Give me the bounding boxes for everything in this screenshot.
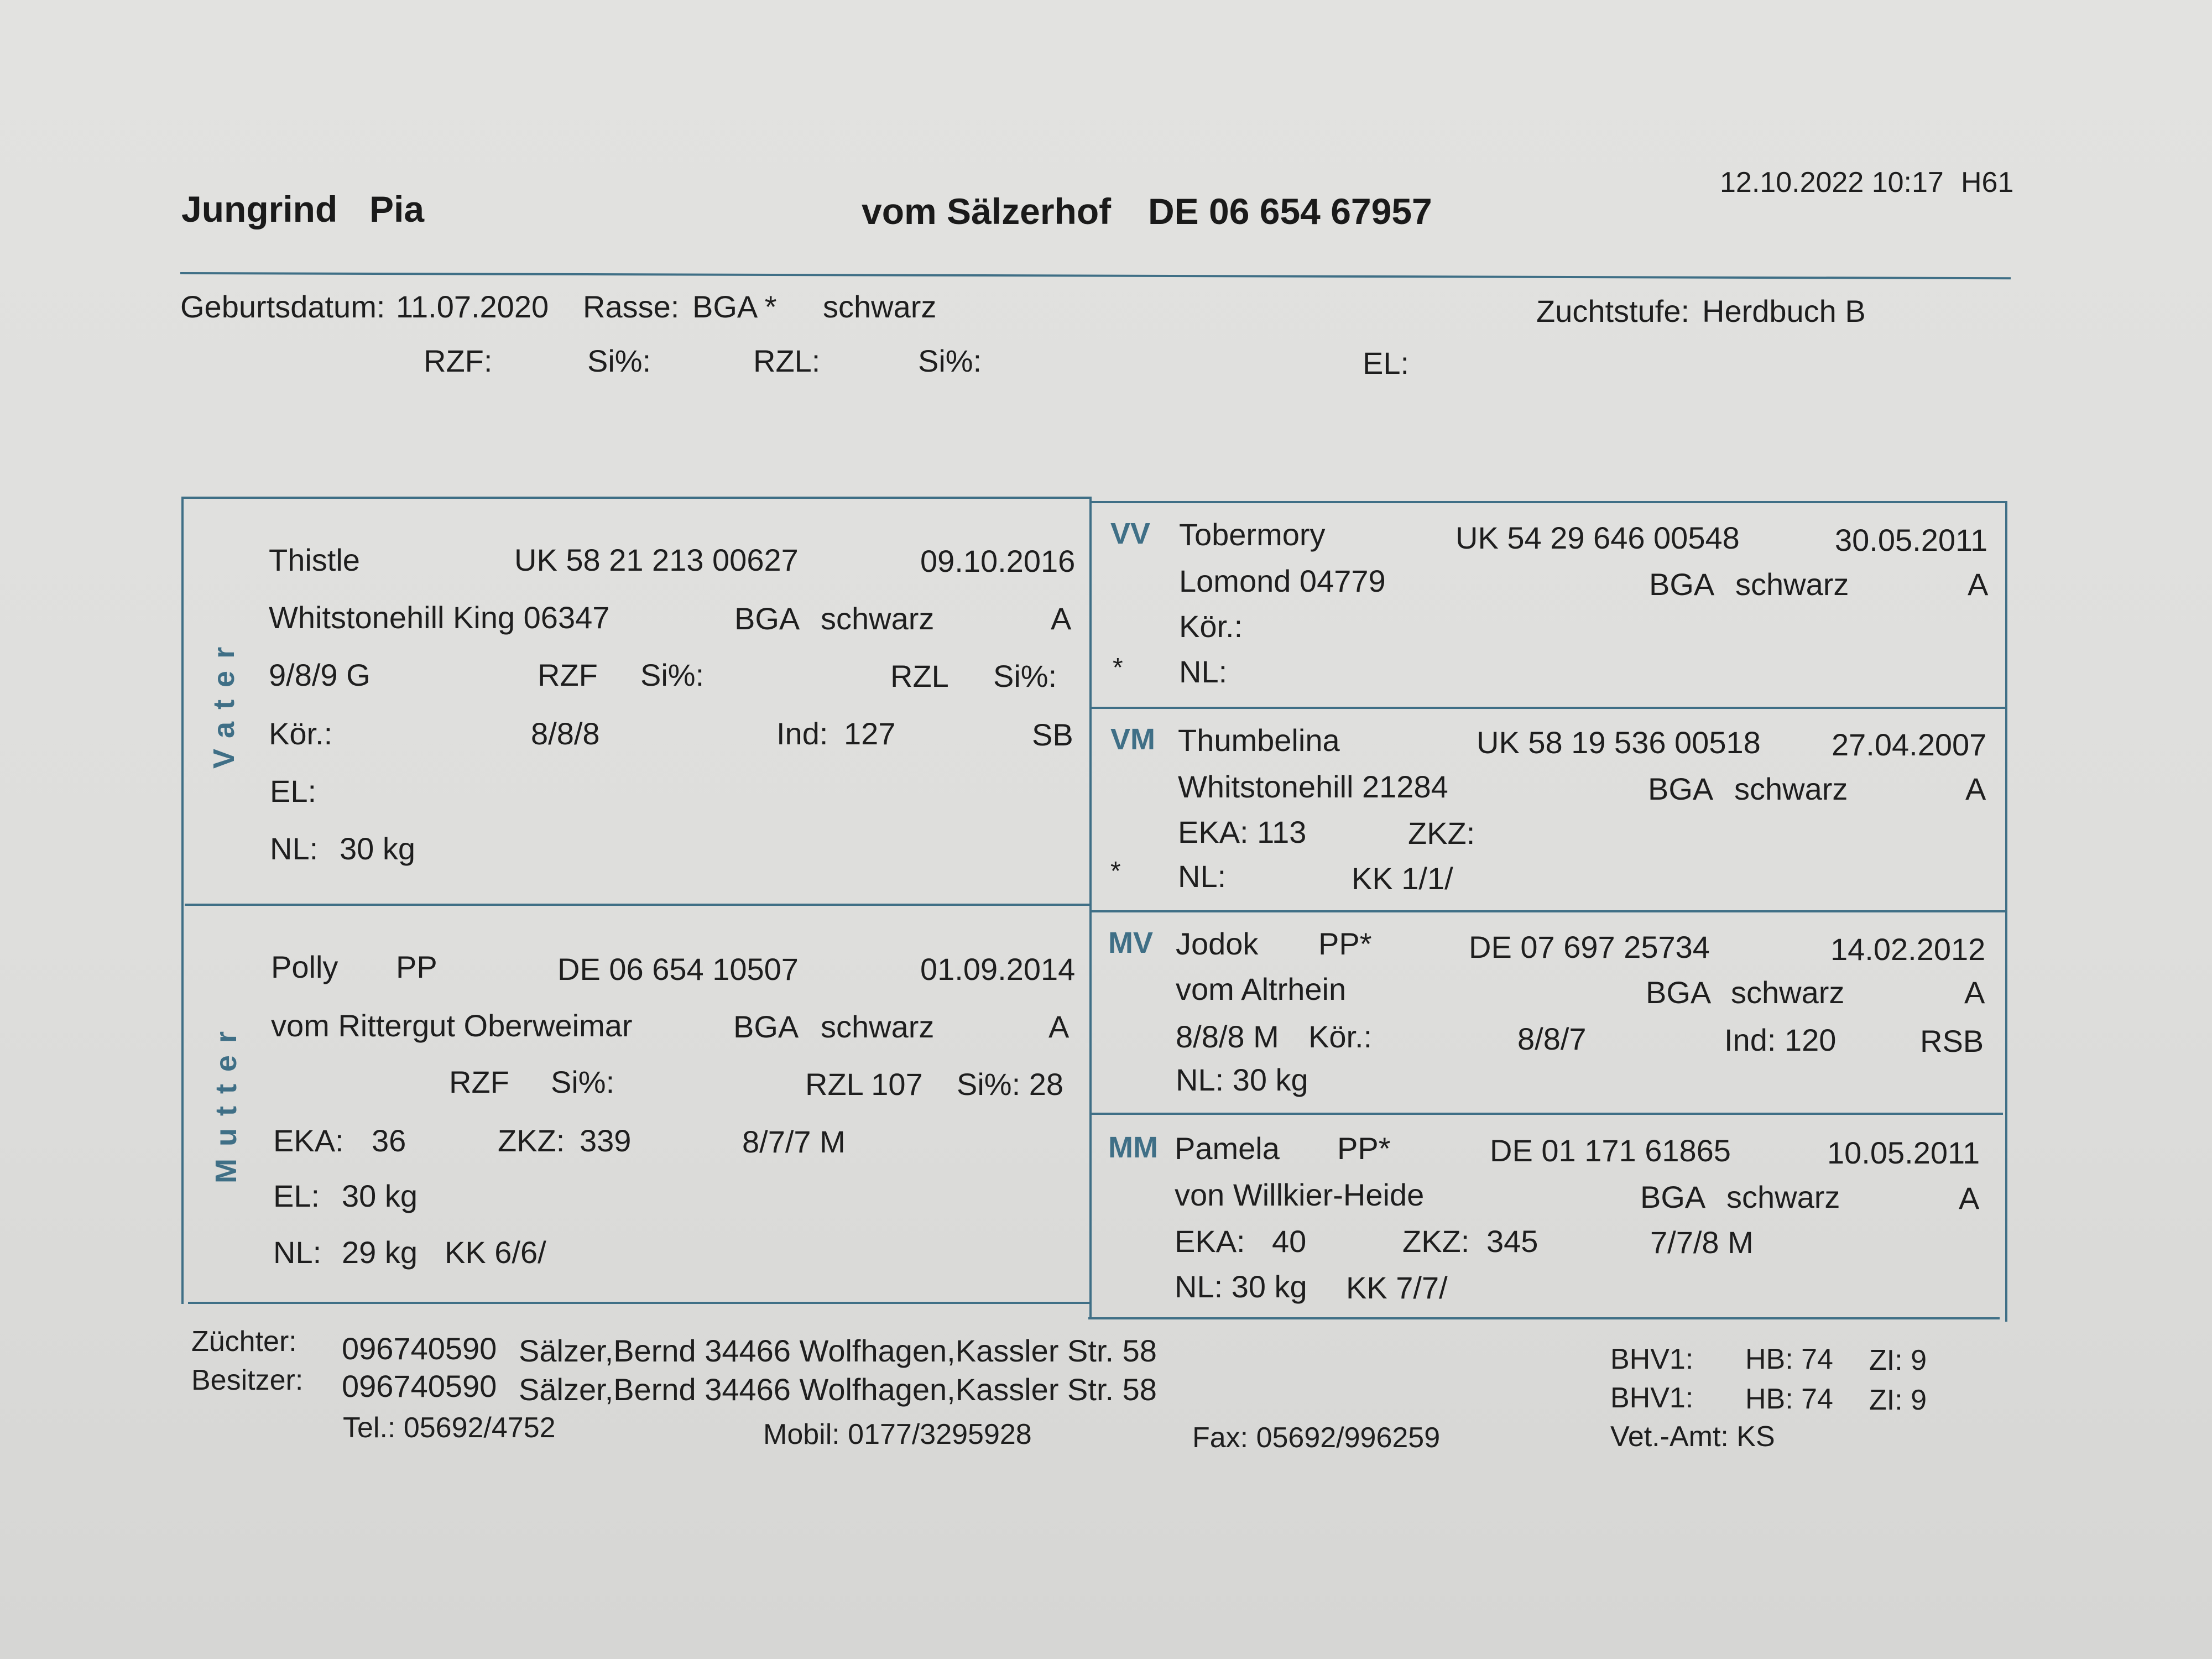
vater-nl: 30 kg — [340, 831, 415, 866]
vm-grade: A — [1965, 771, 1986, 806]
vv-breed: BGA — [1649, 567, 1715, 602]
vv-line2: Lomond 04779 — [1179, 564, 1386, 598]
mutter-name: Polly — [271, 950, 338, 984]
mobile: Mobil: 0177/3295928 — [763, 1418, 1032, 1451]
animal-name: Pia — [369, 189, 425, 229]
mv-line2: vom Altrhein — [1176, 972, 1347, 1006]
frame-bottom-left — [188, 1302, 1091, 1304]
bhv1-zi-1: ZI: 9 — [1869, 1344, 1927, 1376]
vater-nl-label: NL: — [270, 831, 319, 866]
vm-kk: KK 1/1/ — [1352, 861, 1453, 896]
vet-office: Vet.-Amt: KS — [1610, 1421, 1775, 1453]
mutter-rzl: RZL 107 — [805, 1067, 923, 1102]
bhv1-hb-1: HB: 74 — [1745, 1343, 1833, 1375]
breeder-number: 096740590 — [342, 1331, 497, 1366]
fax: Fax: 05692/996259 — [1192, 1422, 1441, 1454]
mv-pp: PP* — [1318, 926, 1372, 961]
mv-code: MV — [1108, 926, 1153, 959]
mm-grade: A — [1959, 1181, 1980, 1215]
vm-id: UK 58 19 536 00518 — [1477, 725, 1761, 760]
si2-label: Si%: — [918, 343, 982, 378]
mutter-zkz-label: ZKZ: — [498, 1123, 565, 1158]
herd-name: vom Sälzerhof — [862, 191, 1112, 232]
vater-color: schwarz — [821, 601, 935, 636]
mutter-pp: PP — [396, 950, 437, 984]
vater-rzl: RZL — [890, 659, 949, 693]
animal-type: Jungrind — [181, 189, 338, 229]
mutter-rzf: RZF — [449, 1065, 509, 1099]
vv-id: UK 54 29 646 00548 — [1455, 520, 1740, 555]
rzf-label: RZF: — [424, 343, 493, 378]
mm-line2: von Willkier-Heide — [1175, 1177, 1425, 1212]
frame-center — [1089, 497, 1092, 1317]
owner-address: Sälzer,Bernd 34466 Wolfhagen,Kassler Str. 58 — [519, 1372, 1157, 1407]
vater-side-label: Vater — [207, 634, 241, 769]
mm-breed: BGA — [1640, 1180, 1706, 1214]
mutter-nl: 29 kg — [342, 1235, 418, 1270]
animal-id: DE 06 654 67957 — [1148, 191, 1432, 232]
vv-grade: A — [1968, 567, 1989, 602]
mm-eka: 40 — [1272, 1224, 1307, 1259]
mm-zkz-label: ZKZ: — [1402, 1224, 1470, 1259]
mutter-score: 8/7/7 M — [742, 1124, 846, 1159]
mutter-el: 30 kg — [342, 1178, 418, 1213]
vm-nl-label: NL: — [1178, 859, 1227, 894]
mutter-zkz: 339 — [580, 1123, 632, 1158]
breeder-address: Sälzer,Bernd 34466 Wolfhagen,Kassler Str. 58 — [519, 1333, 1157, 1368]
mutter-side-label: Mutter — [210, 1019, 243, 1183]
breeder-label: Züchter: — [191, 1326, 297, 1358]
mutter-breed: BGA — [733, 1009, 799, 1044]
mutter-si1: Si%: — [551, 1065, 615, 1099]
vm-color: schwarz — [1734, 771, 1848, 806]
mutter-color: schwarz — [821, 1009, 935, 1044]
mm-eka-label: EKA: — [1175, 1224, 1245, 1259]
vm-zkz: ZKZ: — [1408, 816, 1475, 851]
zuchtstufe-label: Zuchtstufe: — [1536, 294, 1690, 328]
frame-top-right — [1091, 501, 2007, 503]
rzl-label: RZL: — [753, 343, 821, 378]
mutter-el-label: EL: — [273, 1178, 320, 1213]
mv-koer-label: Kör.: — [1308, 1019, 1373, 1054]
print-timestamp: 12.10.2022 10:17 — [1720, 166, 1944, 199]
birthdate-value: 11.07.2020 — [396, 289, 549, 324]
vm-name: Thumbelina — [1178, 723, 1340, 758]
vv-color: schwarz — [1735, 567, 1849, 602]
vater-ind-label: Ind: — [776, 716, 828, 751]
mutter-eka-label: EKA: — [273, 1123, 344, 1158]
vv-star: * — [1113, 653, 1123, 682]
owner-label: Besitzer: — [191, 1364, 304, 1396]
bhv1-zi-2: ZI: 9 — [1869, 1384, 1927, 1416]
vm-eka: EKA: 113 — [1178, 815, 1307, 849]
mv-id: DE 07 697 25734 — [1469, 930, 1710, 964]
mv-ind: Ind: 120 — [1724, 1022, 1837, 1057]
vater-ind: 127 — [844, 716, 896, 751]
mm-code: MM — [1108, 1131, 1158, 1164]
frame-right — [2005, 501, 2007, 1322]
bhv1-label-2: BHV1: — [1610, 1382, 1694, 1414]
el-label: EL: — [1363, 346, 1410, 380]
divider-vm-mv — [1091, 910, 2005, 912]
color-value: schwarz — [823, 289, 937, 324]
sheet-code: H61 — [1961, 166, 2014, 199]
mv-nl: NL: 30 kg — [1176, 1062, 1308, 1097]
mutter-line2: vom Rittergut Oberweimar — [271, 1008, 633, 1043]
mv-rsb: RSB — [1920, 1024, 1984, 1058]
mm-score: 7/7/8 M — [1650, 1225, 1754, 1260]
vm-code: VM — [1110, 723, 1155, 756]
divider-mv-mm — [1091, 1113, 2003, 1115]
mv-breed: BGA — [1646, 975, 1712, 1010]
mv-grade: A — [1964, 975, 1985, 1010]
mv-name: Jodok — [1176, 926, 1259, 961]
vv-koer-label: Kör.: — [1179, 609, 1243, 644]
divider-vv-vm — [1091, 707, 2005, 709]
vm-star: * — [1110, 857, 1121, 886]
vater-koer-label: Kör.: — [269, 716, 333, 751]
breed-value: BGA * — [692, 289, 777, 324]
vater-koer: 8/8/8 — [531, 716, 600, 751]
mutter-si2: Si%: 28 — [957, 1067, 1063, 1102]
vater-score: 9/8/9 G — [269, 658, 371, 692]
mm-name: Pamela — [1175, 1131, 1280, 1166]
divider-vater-mutter — [185, 904, 1091, 906]
frame-left — [181, 497, 184, 1304]
vv-date: 30.05.2011 — [1835, 523, 1988, 557]
mm-zkz: 345 — [1486, 1224, 1538, 1259]
si1-label: Si%: — [587, 343, 651, 378]
vater-name: Thistle — [269, 542, 360, 577]
bhv1-label-1: BHV1: — [1610, 1343, 1694, 1375]
vater-line2: Whitstonehill King 06347 — [269, 600, 610, 635]
frame-top-left — [181, 497, 1091, 499]
mv-koer: 8/8/7 — [1517, 1021, 1587, 1056]
mm-color: schwarz — [1726, 1180, 1840, 1214]
vater-id: UK 58 21 213 00627 — [514, 542, 799, 577]
owner-number: 096740590 — [342, 1369, 497, 1404]
vv-nl-label: NL: — [1179, 654, 1228, 689]
mv-color: schwarz — [1731, 975, 1845, 1010]
vater-el-label: EL: — [270, 774, 317, 808]
vater-si2: Si%: — [993, 659, 1057, 693]
mv-score: 8/8/8 M — [1176, 1019, 1279, 1054]
vv-code: VV — [1110, 517, 1151, 550]
vm-date: 27.04.2007 — [1832, 727, 1987, 762]
vv-name: Tobermory — [1179, 517, 1326, 552]
vater-date: 09.10.2016 — [920, 544, 1076, 578]
mutter-id: DE 06 654 10507 — [557, 952, 799, 987]
mutter-eka: 36 — [372, 1123, 406, 1158]
mm-pp: PP* — [1337, 1131, 1391, 1166]
mutter-kk: KK 6/6/ — [445, 1235, 546, 1270]
mm-nl: NL: 30 kg — [1175, 1269, 1307, 1304]
breed-label: Rasse: — [583, 289, 680, 324]
mv-date: 14.02.2012 — [1830, 932, 1986, 967]
zuchtstufe-value: Herdbuch B — [1702, 294, 1866, 328]
header-rule — [180, 272, 2011, 279]
vm-breed: BGA — [1648, 771, 1714, 806]
mm-date: 10.05.2011 — [1827, 1135, 1980, 1170]
vater-rzf: RZF — [538, 658, 598, 692]
frame-bottom-right — [1088, 1317, 2000, 1319]
mm-id: DE 01 171 61865 — [1490, 1133, 1731, 1168]
phone: Tel.: 05692/4752 — [343, 1412, 556, 1444]
mm-kk: KK 7/7/ — [1346, 1270, 1448, 1305]
vater-breed: BGA — [734, 601, 800, 636]
vater-si1: Si%: — [640, 658, 705, 692]
mutter-date: 01.09.2014 — [920, 952, 1076, 987]
vater-grade: A — [1051, 601, 1072, 636]
bhv1-hb-2: HB: 74 — [1745, 1383, 1833, 1415]
mutter-nl-label: NL: — [273, 1235, 322, 1270]
mutter-grade: A — [1048, 1009, 1070, 1044]
vm-line2: Whitstonehill 21284 — [1178, 769, 1448, 804]
birthdate-label: Geburtsdatum: — [180, 289, 385, 324]
vater-sb: SB — [1032, 717, 1073, 752]
